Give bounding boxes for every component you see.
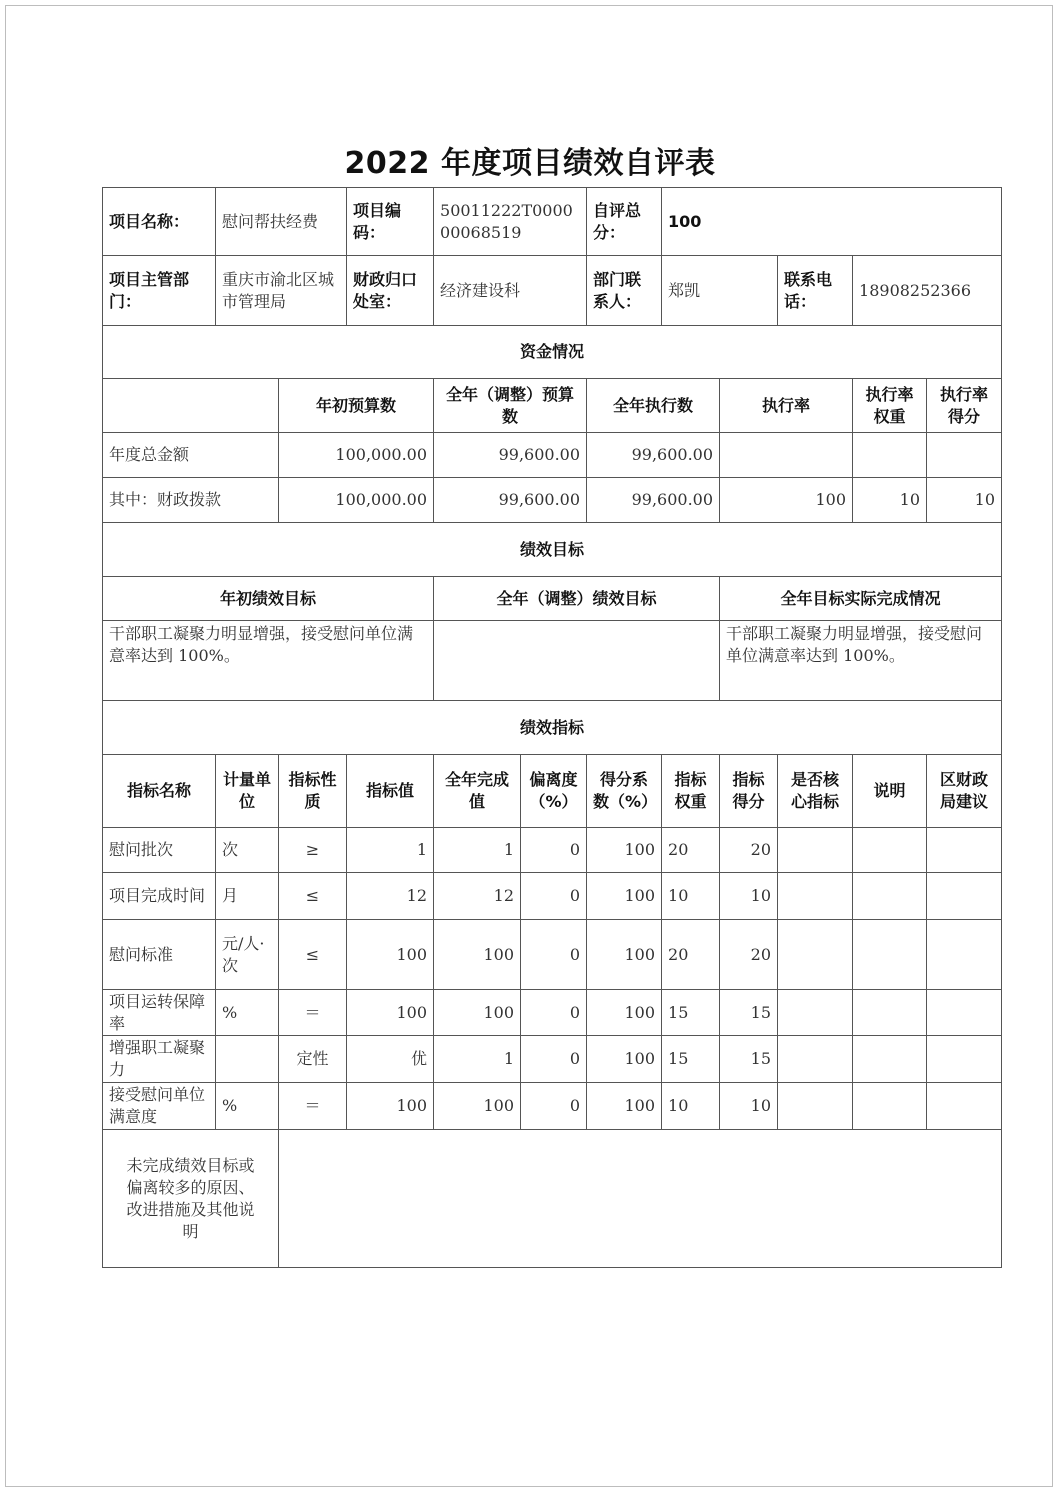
ind-coef: 100 (587, 1083, 662, 1130)
self-score-value: 100 (662, 188, 1002, 256)
funds-header-executed: 全年执行数 (587, 379, 720, 433)
goals-content-row (103, 621, 1002, 701)
ind-deviation: 0 (521, 990, 587, 1036)
funds-row-weight (853, 433, 927, 478)
ind-actual: 100 (434, 920, 521, 990)
goals-initial-text: 干部职工凝聚力明显增强，接受慰问单位满意率达到 100%。 (103, 621, 434, 701)
ind-weight: 20 (662, 828, 720, 873)
basic-row-1 (103, 188, 1002, 256)
ind-note (853, 990, 927, 1036)
ind-deviation: 0 (521, 1036, 587, 1083)
ind-header-deviation: 偏离度（%） (521, 755, 587, 828)
ind-coef: 100 (587, 990, 662, 1036)
ind-name: 项目运转保障率 (103, 990, 216, 1036)
ind-unit: % (216, 990, 279, 1036)
remarks-label: 未完成绩效目标或偏离较多的原因、改进措施及其他说明 (103, 1130, 279, 1268)
funds-row-rate (720, 433, 853, 478)
indicator-row (103, 828, 1002, 873)
funds-row-score (927, 433, 1002, 478)
ind-advice (927, 1083, 1002, 1130)
ind-core (778, 873, 853, 920)
funds-header-adjusted: 全年（调整）预算数 (434, 379, 587, 433)
ind-unit: 次 (216, 828, 279, 873)
funds-row-rate: 100 (720, 478, 853, 523)
phone-label: 联系电话： (778, 256, 853, 326)
ind-score: 10 (720, 873, 778, 920)
goals-section-title: 绩效目标 (103, 523, 1002, 577)
funds-row-adjusted: 99,600.00 (434, 478, 587, 523)
ind-nature: ≤ (279, 873, 347, 920)
ind-weight: 20 (662, 920, 720, 990)
ind-score: 10 (720, 1083, 778, 1130)
ind-header-unit: 计量单位 (216, 755, 279, 828)
ind-advice (927, 920, 1002, 990)
ind-weight: 15 (662, 1036, 720, 1083)
ind-advice (927, 828, 1002, 873)
funds-section-row (103, 326, 1002, 379)
ind-target: 优 (347, 1036, 434, 1083)
ind-unit (216, 1036, 279, 1083)
finance-office-value: 经济建设科 (434, 256, 587, 326)
ind-deviation: 0 (521, 1083, 587, 1130)
funds-header-weight: 执行率权重 (853, 379, 927, 433)
ind-nature: ≤ (279, 920, 347, 990)
ind-actual: 12 (434, 873, 521, 920)
ind-target: 100 (347, 920, 434, 990)
ind-weight: 10 (662, 1083, 720, 1130)
ind-core (778, 990, 853, 1036)
ind-header-actual: 全年完成值 (434, 755, 521, 828)
ind-header-name: 指标名称 (103, 755, 216, 828)
ind-note (853, 1036, 927, 1083)
ind-weight: 10 (662, 873, 720, 920)
funds-row-label: 其中：财政拨款 (103, 478, 279, 523)
ind-unit: 元/人·次 (216, 920, 279, 990)
ind-coef: 100 (587, 873, 662, 920)
goals-header-actual: 全年目标实际完成情况 (720, 577, 1002, 621)
ind-header-score: 指标得分 (720, 755, 778, 828)
goals-actual-text: 干部职工凝聚力明显增强，接受慰问单位满意率达到 100%。 (720, 621, 1002, 701)
indicator-row (103, 1083, 1002, 1130)
funds-row-initial: 100,000.00 (279, 433, 434, 478)
ind-name: 增强职工凝聚力 (103, 1036, 216, 1083)
ind-nature: ＝ (279, 1083, 347, 1130)
ind-nature: 定性 (279, 1036, 347, 1083)
ind-core (778, 920, 853, 990)
remarks-content (279, 1130, 1002, 1268)
ind-nature: ≥ (279, 828, 347, 873)
ind-score: 20 (720, 828, 778, 873)
indicators-section-row (103, 701, 1002, 755)
indicator-row (103, 1036, 1002, 1083)
ind-core (778, 1083, 853, 1130)
ind-weight: 15 (662, 990, 720, 1036)
project-code-label: 项目编码： (347, 188, 434, 256)
ind-coef: 100 (587, 1036, 662, 1083)
contact-label: 部门联系人： (587, 256, 662, 326)
ind-header-note: 说明 (853, 755, 927, 828)
funds-row-executed: 99,600.00 (587, 433, 720, 478)
funds-row-weight: 10 (853, 478, 927, 523)
ind-target: 100 (347, 1083, 434, 1130)
ind-advice (927, 873, 1002, 920)
indicator-row (103, 990, 1002, 1036)
ind-name: 慰问标准 (103, 920, 216, 990)
dept-label: 项目主管部门： (103, 256, 216, 326)
ind-actual: 1 (434, 828, 521, 873)
ind-note (853, 873, 927, 920)
ind-header-nature: 指标性质 (279, 755, 347, 828)
ind-unit: 月 (216, 873, 279, 920)
ind-score: 15 (720, 990, 778, 1036)
funds-header-blank (103, 379, 279, 433)
indicator-row (103, 920, 1002, 990)
ind-coef: 100 (587, 828, 662, 873)
funds-row-score: 10 (927, 478, 1002, 523)
ind-header-target: 指标值 (347, 755, 434, 828)
funds-row (103, 478, 1002, 523)
funds-row-executed: 99,600.00 (587, 478, 720, 523)
ind-advice (927, 990, 1002, 1036)
funds-row-initial: 100,000.00 (279, 478, 434, 523)
funds-header-rate: 执行率 (720, 379, 853, 433)
ind-score: 15 (720, 1036, 778, 1083)
indicators-header-row (103, 755, 1002, 828)
evaluation-table (102, 187, 1002, 1268)
goals-header-row (103, 577, 1002, 621)
ind-core (778, 828, 853, 873)
project-name-label: 项目名称： (103, 188, 216, 256)
page-title: 2022 年度项目绩效自评表 (344, 146, 716, 181)
ind-target: 1 (347, 828, 434, 873)
contact-value: 郑凯 (662, 256, 778, 326)
indicator-row (103, 873, 1002, 920)
funds-row (103, 433, 1002, 478)
ind-deviation: 0 (521, 828, 587, 873)
ind-deviation: 0 (521, 920, 587, 990)
ind-core (778, 1036, 853, 1083)
goals-header-initial: 年初绩效目标 (103, 577, 434, 621)
indicators-section-title: 绩效指标 (103, 701, 1002, 755)
ind-actual: 100 (434, 990, 521, 1036)
self-score-label: 自评总分： (587, 188, 662, 256)
ind-name: 接受慰问单位满意度 (103, 1083, 216, 1130)
ind-note (853, 1083, 927, 1130)
basic-row-2 (103, 256, 1002, 326)
funds-header-row (103, 379, 1002, 433)
ind-target: 12 (347, 873, 434, 920)
ind-nature: ＝ (279, 990, 347, 1036)
ind-header-core: 是否核心指标 (778, 755, 853, 828)
ind-coef: 100 (587, 920, 662, 990)
ind-name: 慰问批次 (103, 828, 216, 873)
goals-section-row (103, 523, 1002, 577)
ind-note (853, 920, 927, 990)
ind-note (853, 828, 927, 873)
project-code-value: 50011222T000000068519 (434, 188, 587, 256)
ind-deviation: 0 (521, 873, 587, 920)
ind-header-coef: 得分系数（%） (587, 755, 662, 828)
goals-header-adjusted: 全年（调整）绩效目标 (434, 577, 720, 621)
ind-header-advice: 区财政局建议 (927, 755, 1002, 828)
ind-unit: % (216, 1083, 279, 1130)
ind-score: 20 (720, 920, 778, 990)
phone-value: 18908252366 (853, 256, 1002, 326)
ind-target: 100 (347, 990, 434, 1036)
funds-header-initial: 年初预算数 (279, 379, 434, 433)
ind-name: 项目完成时间 (103, 873, 216, 920)
funds-header-score: 执行率得分 (927, 379, 1002, 433)
ind-actual: 100 (434, 1083, 521, 1130)
goals-adjusted-text (434, 621, 720, 701)
funds-row-adjusted: 99,600.00 (434, 433, 587, 478)
ind-header-weight: 指标权重 (662, 755, 720, 828)
project-name-value: 慰问帮扶经费 (216, 188, 347, 256)
funds-row-label: 年度总金额 (103, 433, 279, 478)
funds-section-title: 资金情况 (103, 326, 1002, 379)
dept-value: 重庆市渝北区城市管理局 (216, 256, 347, 326)
ind-actual: 1 (434, 1036, 521, 1083)
remarks-row (103, 1130, 1002, 1268)
ind-advice (927, 1036, 1002, 1083)
finance-office-label: 财政归口处室： (347, 256, 434, 326)
